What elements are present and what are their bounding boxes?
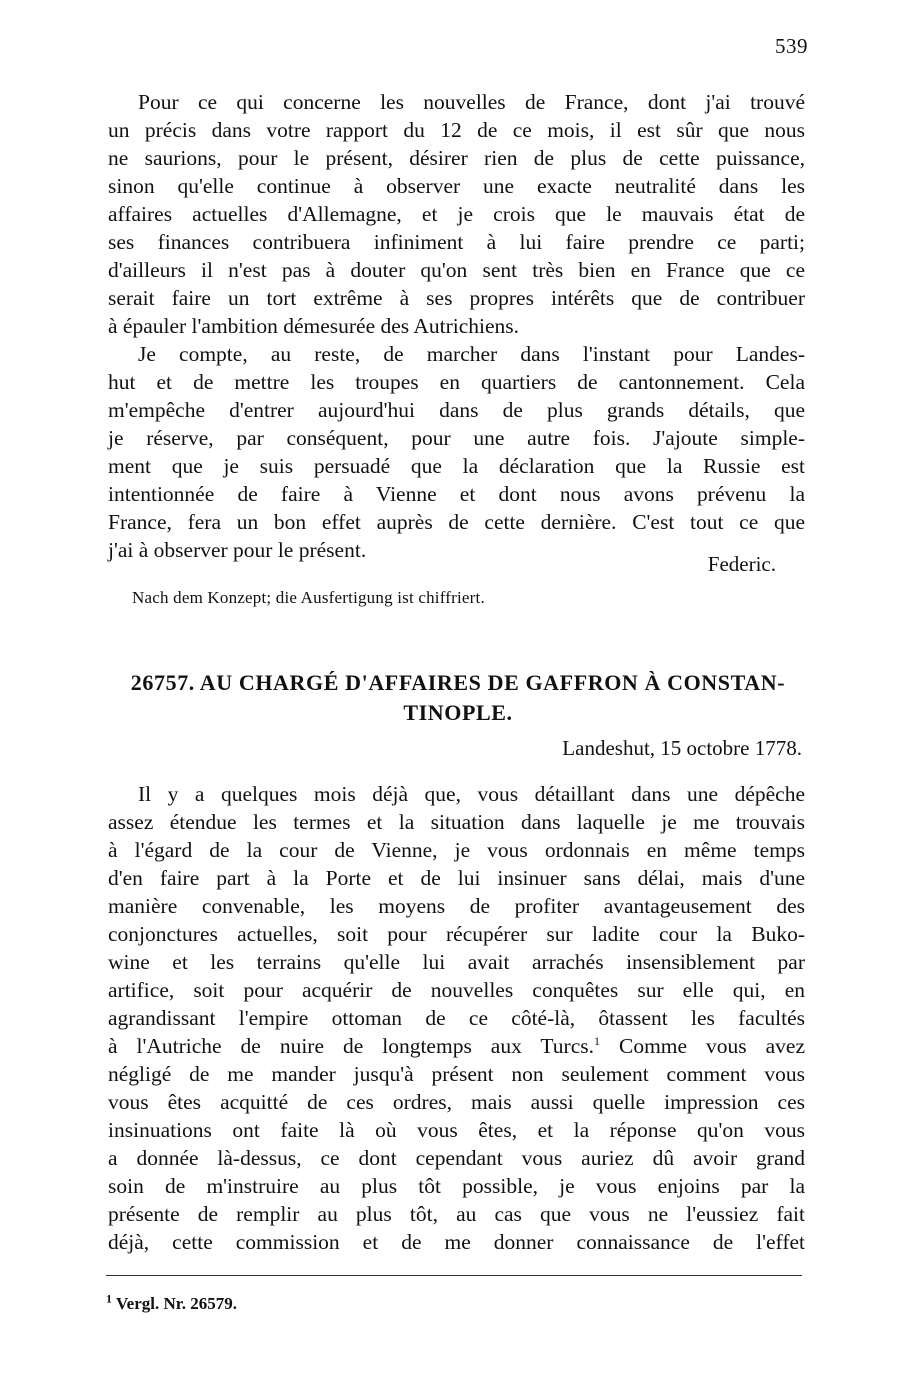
text-line: présente de remplir au plus tôt, au cas que vous ne l'eussiez fait	[108, 1202, 805, 1226]
text-line: manière convenable, les moyens de profiter avantageusement des	[108, 894, 805, 918]
text-line: serait faire un tort extrême à ses propres intérêts que de contribuer	[108, 286, 805, 310]
text-line: Il y a quelques mois déjà que, vous détaillant dans une dépêche	[138, 782, 805, 806]
text-line: Je compte, au reste, de marcher dans l'instant pour Landes-	[138, 342, 805, 366]
text-line: soin de m'instruire au plus tôt possible, je vous enjoins par la	[108, 1174, 805, 1198]
page-number: 539	[775, 34, 808, 58]
text-line: à épauler l'ambition démesurée des Autrichiens.	[108, 314, 520, 338]
text-line: intentionnée de faire à Vienne et dont nous avons prévenu la	[108, 482, 805, 506]
text-line: ment que je suis persuadé que la déclaration que la Russie est	[108, 454, 805, 478]
text-line: déjà, cette commission et de me donner connaissance de l'effet	[108, 1230, 805, 1254]
text-line: je réserve, par conséquent, pour une autre fois. J'ajoute simple-	[108, 426, 805, 450]
text-line: Pour ce qui concerne les nouvelles de France, dont j'ai trouvé	[138, 90, 805, 114]
footnote	[106, 1291, 237, 1314]
text-line: sinon qu'elle continue à observer une exacte neutralité dans les	[108, 174, 805, 198]
text-line: wine et les terrains qu'elle lui avait arrachés insensiblement par	[108, 950, 805, 974]
text-line: d'ailleurs il n'est pas à douter qu'on sent très bien en France que ce	[108, 258, 805, 282]
text-line: assez étendue les termes et la situation dans laquelle je me trouvais	[108, 810, 805, 834]
text-line: agrandissant l'empire ottoman de ce côté-là, ôtassent les facultés	[108, 1006, 805, 1030]
text-line: j'ai à observer pour le présent.	[108, 538, 367, 562]
text-line: artifice, soit pour acquérir de nouvelles conquêtes sur elle qui, en	[108, 978, 805, 1002]
footnote-text: Vergl. Nr. 26579.	[115, 1294, 237, 1313]
text-line: affaires actuelles d'Allemagne, et je crois que le mauvais état de	[108, 202, 805, 226]
text-line: a donnée là-dessus, ce dont cependant vous auriez dû avoir grand	[108, 1146, 805, 1170]
footnote-reference: 1	[594, 1033, 600, 1048]
text-line: conjonctures actuelles, soit pour récupérer sur ladite cour la Buko-	[108, 922, 805, 946]
signature: Federic.	[707, 552, 776, 576]
letter-heading: 26757. AU CHARGÉ D'AFFAIRES DE GAFFRON À CONSTAN-	[130, 670, 786, 695]
text-line: ses finances contribuera infiniment à lui faire prendre ce parti;	[108, 230, 805, 254]
source-note: Nach dem Konzept; die Ausfertigung ist chiffriert.	[132, 588, 485, 607]
footnote-marker: 1	[106, 1291, 112, 1306]
text-line: à l'égard de la cour de Vienne, je vous ordonnais en même temps	[108, 838, 805, 862]
footnote-divider	[106, 1275, 802, 1276]
text-segment: Comme vous avez	[618, 1034, 806, 1058]
text-line: négligé de me mander jusqu'à présent non seulement comment vous	[108, 1062, 805, 1086]
text-segment: à l'Autriche de nuire de longtemps aux Turcs.	[108, 1034, 594, 1058]
text-line: m'empêche d'entrer aujourd'hui dans de plus grands détails, que	[108, 398, 805, 422]
text-line: hut et de mettre les troupes en quartiers de cantonnement. Cela	[108, 370, 805, 394]
text-line: un précis dans votre rapport du 12 de ce mois, il est sûr que nous	[108, 118, 805, 142]
text-line: insinuations ont faite là où vous êtes, et la réponse qu'on vous	[108, 1118, 805, 1142]
text-line-with-footnote	[108, 1032, 805, 1060]
place-date: Landeshut, 15 octobre 1778.	[562, 736, 802, 760]
text-line: vous êtes acquitté de ces ordres, mais aussi quelle impression ces	[108, 1090, 805, 1114]
text-line: France, fera un bon effet auprès de cette dernière. C'est tout ce que	[108, 510, 805, 534]
text-line: ne saurions, pour le présent, désirer rien de plus de cette puissance,	[108, 146, 805, 170]
letter-heading-continued: TINOPLE.	[403, 700, 513, 725]
text-line: d'en faire part à la Porte et de lui insinuer sans délai, mais d'une	[108, 866, 805, 890]
